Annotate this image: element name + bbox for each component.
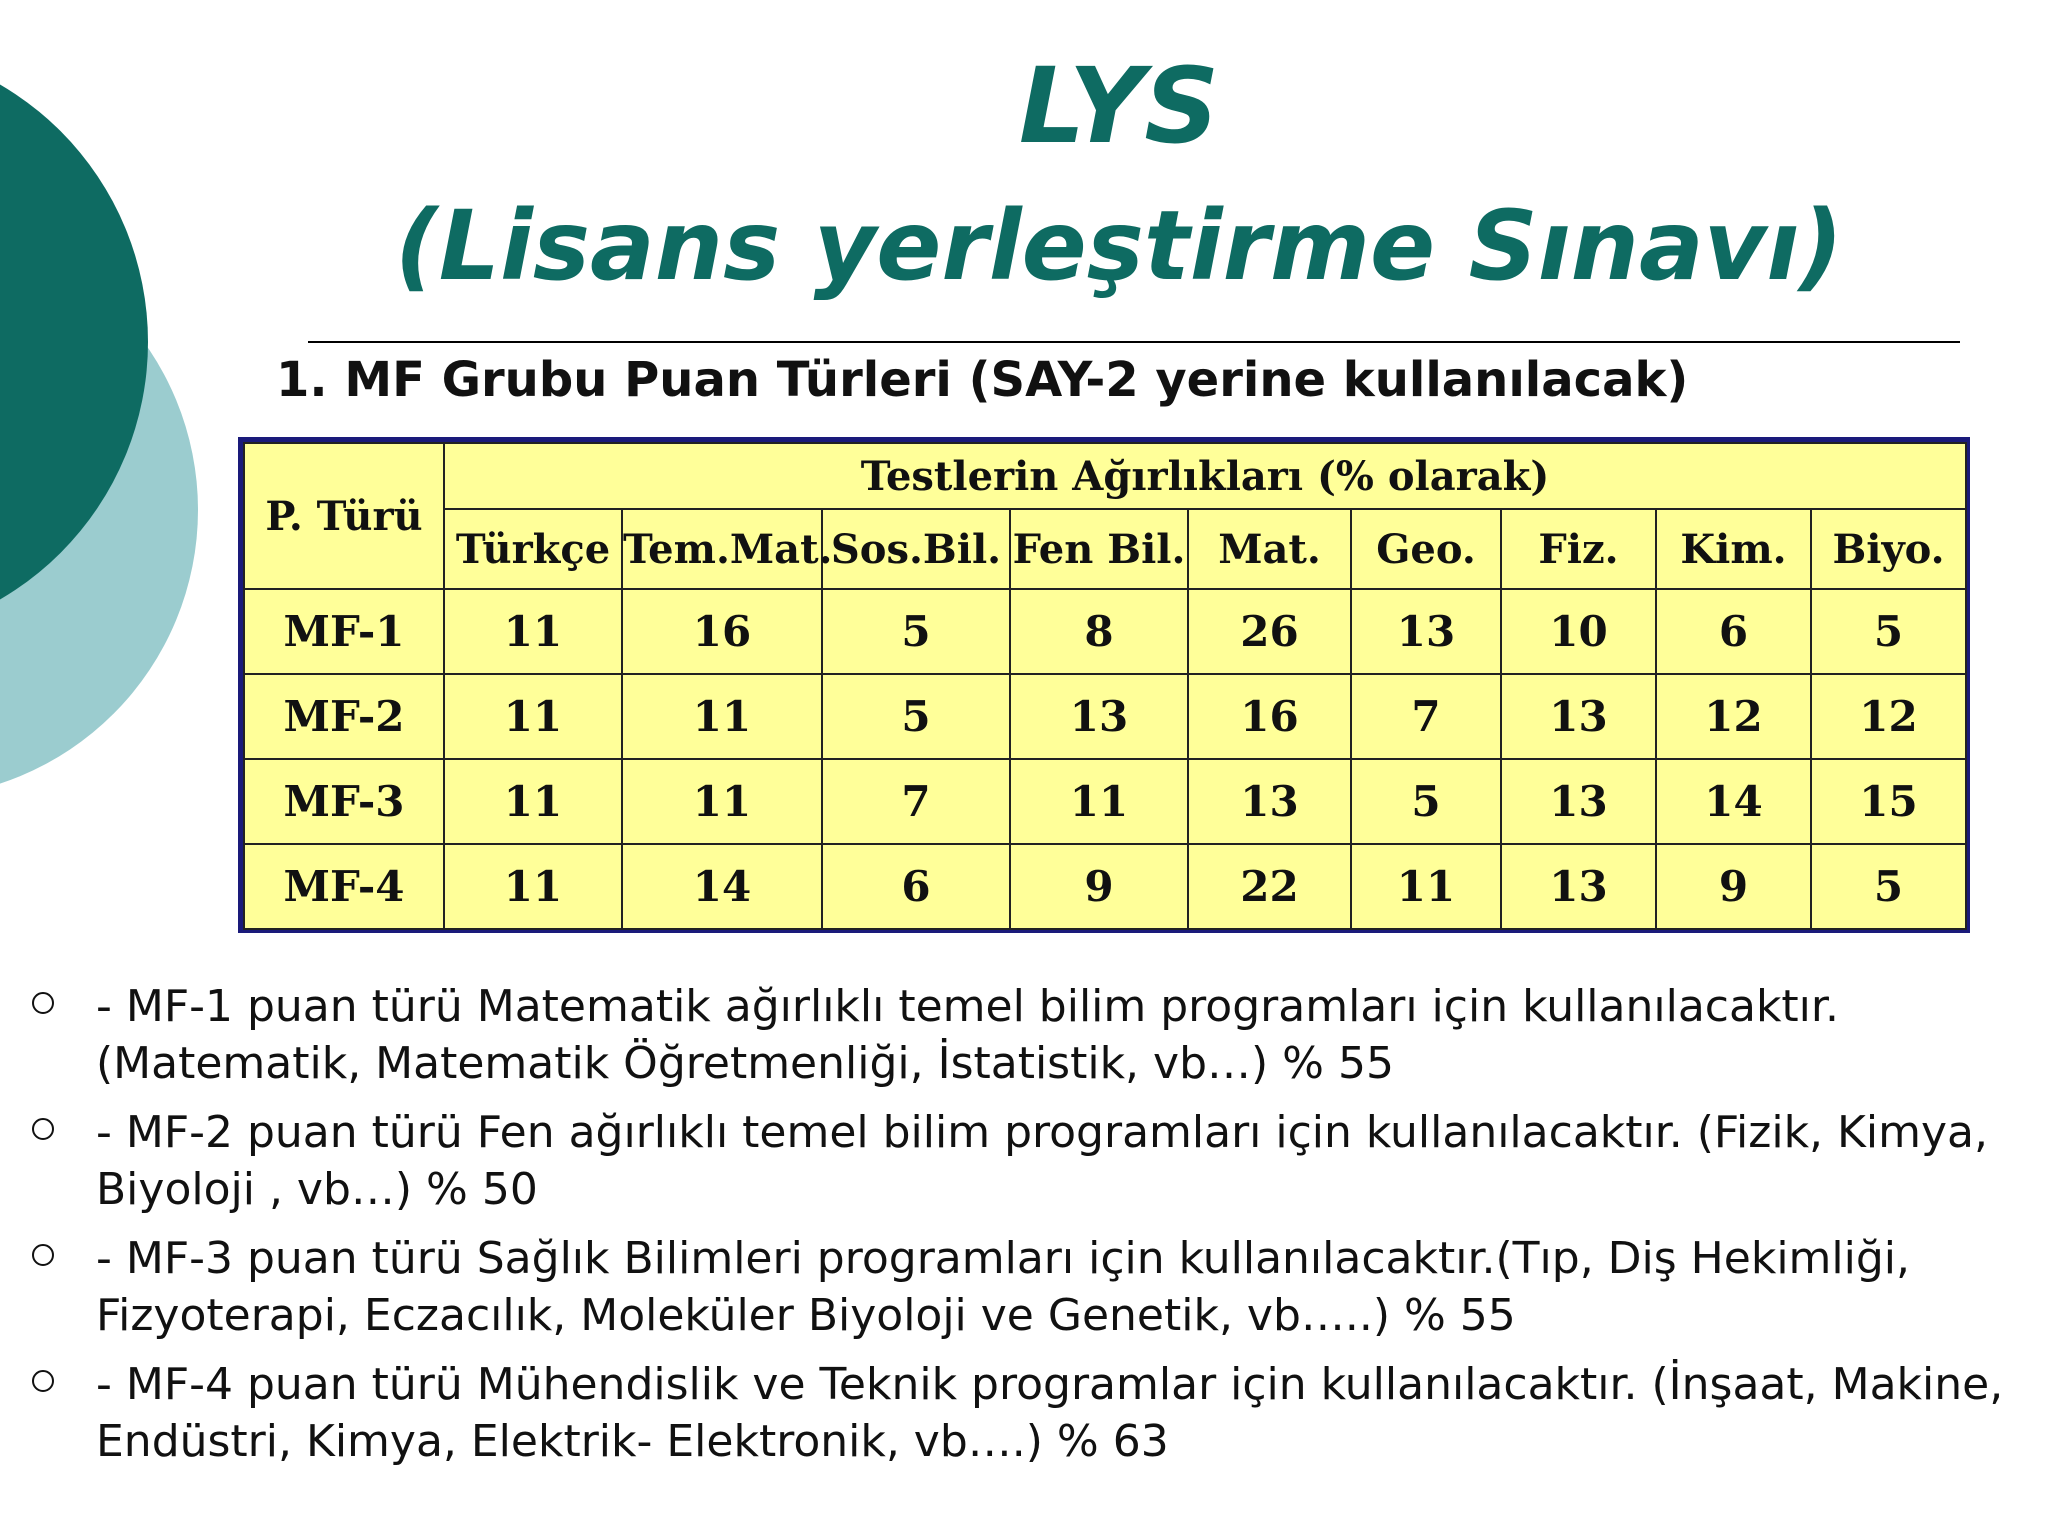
table-cell: 5	[1351, 759, 1501, 844]
page-subtitle: (Lisans yerleştirme Sınavı)	[394, 190, 1844, 302]
column-header: Tem.Mat.	[622, 509, 822, 589]
column-header: Geo.	[1351, 509, 1501, 589]
table-row	[244, 844, 1966, 929]
table-row	[244, 674, 1966, 759]
table-cell: 13	[1501, 759, 1656, 844]
corner-header: P. Türü	[244, 443, 444, 589]
row-label: MF-2	[244, 674, 444, 759]
weights-table-frame	[238, 437, 1970, 933]
table-cell: 11	[622, 759, 822, 844]
table-cell: 13	[1351, 589, 1501, 674]
list-item-text: - MF-2 puan türü Fen ağırlıklı temel bilim programları için kullanılacaktır. (Fizik, Kimya, Biyoloji , vb…) % 50	[96, 1107, 1988, 1215]
circle-bullet-icon	[32, 1118, 54, 1140]
circle-bullet-icon	[32, 992, 54, 1014]
page-title: LYS	[1018, 45, 1220, 167]
row-label: MF-3	[244, 759, 444, 844]
table-cell: 11	[1351, 844, 1501, 929]
table-cell: 9	[1656, 844, 1811, 929]
section-heading: 1. MF Grubu Puan Türleri (SAY-2 yerine kullanılacak)	[276, 352, 1689, 408]
table-cell: 9	[1010, 844, 1188, 929]
list-item	[20, 1230, 2030, 1344]
table-cell: 11	[444, 844, 622, 929]
column-header: Kim.	[1656, 509, 1811, 589]
table-cell: 22	[1188, 844, 1351, 929]
list-item	[20, 1104, 2030, 1218]
table-cell: 15	[1811, 759, 1966, 844]
table-cell: 5	[822, 589, 1010, 674]
table-cell: 11	[444, 589, 622, 674]
table-cell: 7	[1351, 674, 1501, 759]
table-cell: 5	[1811, 589, 1966, 674]
column-header: Mat.	[1188, 509, 1351, 589]
table-row	[244, 589, 1966, 674]
circle-bullet-icon	[32, 1370, 54, 1392]
table-cell: 11	[444, 759, 622, 844]
list-item-text: - MF-1 puan türü Matematik ağırlıklı temel bilim programları için kullanılacaktır. (Matematik, Matematik Öğretmenliği, İstatistik, vb…) % 55	[96, 981, 1839, 1089]
table-cell: 5	[1811, 844, 1966, 929]
list-item-text: - MF-3 puan türü Sağlık Bilimleri programları için kullanılacaktır.(Tıp, Diş Hekimliği, Fizyoterapi, Eczacılık, Moleküler Biyoloji ve Genetik, vb…..) % 55	[96, 1233, 1910, 1341]
table-cell: 14	[622, 844, 822, 929]
column-header: Sos.Bil.	[822, 509, 1010, 589]
table-cell: 13	[1188, 759, 1351, 844]
list-item-text: - MF-4 puan türü Mühendislik ve Teknik programlar için kullanılacaktır. (İnşaat, Makine, Endüstri, Kimya, Elektrik- Elektronik, vb….) % 63	[96, 1359, 2004, 1467]
column-header: Fiz.	[1501, 509, 1656, 589]
table-cell: 11	[1010, 759, 1188, 844]
table-cell: 10	[1501, 589, 1656, 674]
circle-bullet-icon	[32, 1244, 54, 1266]
bullet-list	[20, 978, 2030, 1482]
table-cell: 11	[622, 674, 822, 759]
list-item	[20, 978, 2030, 1092]
row-label: MF-4	[244, 844, 444, 929]
column-header: Biyo.	[1811, 509, 1966, 589]
table-cell: 13	[1501, 844, 1656, 929]
group-header: Testlerin Ağırlıkları (% olarak)	[444, 443, 1966, 509]
table-cell: 26	[1188, 589, 1351, 674]
row-label: MF-1	[244, 589, 444, 674]
table-cell: 13	[1501, 674, 1656, 759]
table-cell: 7	[822, 759, 1010, 844]
table-cell: 13	[1010, 674, 1188, 759]
table-row	[244, 759, 1966, 844]
table-cell: 8	[1010, 589, 1188, 674]
table-cell: 12	[1811, 674, 1966, 759]
table-cell: 11	[444, 674, 622, 759]
column-header: Türkçe	[444, 509, 622, 589]
list-item	[20, 1356, 2030, 1470]
table-cell: 12	[1656, 674, 1811, 759]
table-cell: 6	[822, 844, 1010, 929]
table-cell: 16	[622, 589, 822, 674]
table-cell: 5	[822, 674, 1010, 759]
table-cell: 6	[1656, 589, 1811, 674]
column-header: Fen Bil.	[1010, 509, 1188, 589]
table-cell: 14	[1656, 759, 1811, 844]
table-cell: 16	[1188, 674, 1351, 759]
divider	[308, 341, 1960, 343]
weights-table	[243, 442, 1967, 930]
